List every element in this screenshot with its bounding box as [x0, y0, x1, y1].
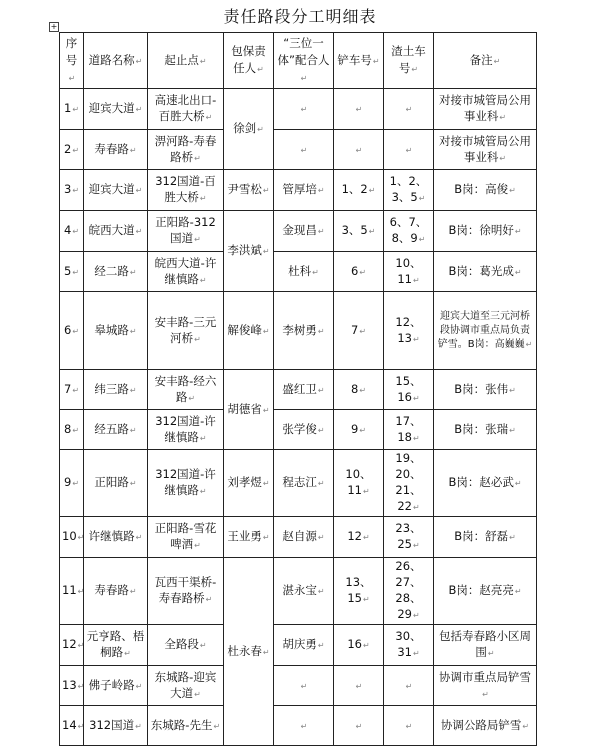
cell-sanwei: 金现昌 ↵ — [274, 211, 334, 252]
cell-truck: 12、13 ↵ — [384, 292, 434, 370]
cell-shovel: 12 ↵ — [334, 517, 384, 558]
cell-range: 东城路-迎宾大道 ↵ — [148, 666, 224, 706]
cell-range: 皖西大道-许继慎路 ↵ — [148, 252, 224, 292]
table-row — [60, 450, 537, 517]
cell-seq: 12 ↵ — [60, 625, 84, 666]
cell-range: 安丰路-三元河桥 ↵ — [148, 292, 224, 370]
cell-truck: 19、20、21、22 ↵ — [384, 450, 434, 517]
cell-shovel: 16 ↵ — [334, 625, 384, 666]
cell-seq: 13 ↵ — [60, 666, 84, 706]
cell-sanwei: 胡庆勇 ↵ — [274, 625, 334, 666]
cell-note: B岗：张伟 ↵ — [434, 370, 537, 410]
cell-note: B岗：赵必武 ↵ — [434, 450, 537, 517]
cell-range: 312国道-许继慎路 ↵ — [148, 410, 224, 450]
cell-bao: 徐剑 ↵ — [224, 89, 274, 170]
cell-truck — [384, 130, 434, 170]
cell-note: B岗：高俊 ↵ — [434, 170, 537, 211]
cell-note: 协调公路局铲雪 ↵ — [434, 706, 537, 746]
table-row — [60, 252, 537, 292]
cell-seq: 7 ↵ — [60, 370, 84, 410]
cell-range: 高速北出口-百胜大桥 ↵ — [148, 89, 224, 130]
cell-sanwei: 张学俊 ↵ — [274, 410, 334, 450]
header-note: 备注 ↵ — [434, 33, 537, 89]
cell-note: 包括寿春路小区周围 ↵ — [434, 625, 537, 666]
cell-sanwei: 杜科 ↵ — [274, 252, 334, 292]
cell-bao: 杜永春 ↵ — [224, 558, 274, 746]
table-row — [60, 625, 537, 666]
cell-truck: 30、31 ↵ — [384, 625, 434, 666]
cell-shovel: 13、15 ↵ — [334, 558, 384, 625]
header-sanwei: “三位一体”配合人 ↵ — [274, 33, 334, 89]
table-row — [60, 706, 537, 746]
table-row — [60, 292, 537, 370]
cell-shovel: 1、2 ↵ — [334, 170, 384, 211]
cell-sanwei — [274, 706, 334, 746]
cell-seq: 3 ↵ — [60, 170, 84, 211]
cell-range: 全路段 ↵ — [148, 625, 224, 666]
cell-bao: 尹雪松 ↵ — [224, 170, 274, 211]
cell-shovel — [334, 130, 384, 170]
cell-seq: 11 ↵ — [60, 558, 84, 625]
table-row — [60, 211, 537, 252]
cell-range: 东城路-先生 ↵ — [148, 706, 224, 746]
cell-shovel — [334, 666, 384, 706]
cell-note: B岗：舒磊 ↵ — [434, 517, 537, 558]
cell-note: B岗：葛光成 ↵ — [434, 252, 537, 292]
cell-note: B岗：徐明好 ↵ — [434, 211, 537, 252]
cell-road: 迎宾大道 ↵ — [84, 89, 148, 130]
cell-note: 对接市城管局公用事业科 ↵ — [434, 130, 537, 170]
cell-range: 正阳路-雪花啤酒 ↵ — [148, 517, 224, 558]
cell-truck: 6、7、8、9 ↵ — [384, 211, 434, 252]
table-row — [60, 370, 537, 410]
cell-road: 纬三路 ↵ — [84, 370, 148, 410]
cell-bao: 刘孝煜 ↵ — [224, 450, 274, 517]
cell-road: 皋城路 ↵ — [84, 292, 148, 370]
cell-range: 312国道-百胜大桥 ↵ — [148, 170, 224, 211]
cell-range: 安丰路-经六路 ↵ — [148, 370, 224, 410]
table-row — [60, 130, 537, 170]
cell-truck: 1、2、3、5 ↵ — [384, 170, 434, 211]
cell-shovel: 9 ↵ — [334, 410, 384, 450]
cell-truck: 17、18 ↵ — [384, 410, 434, 450]
table-row — [60, 666, 537, 706]
cell-range: 瓦西干渠桥-寿春路桥 ↵ — [148, 558, 224, 625]
cell-range: 312国道-许继慎路 ↵ — [148, 450, 224, 517]
cell-sanwei: 管厚培 ↵ — [274, 170, 334, 211]
cell-truck: 10、11 ↵ — [384, 252, 434, 292]
cell-sanwei: 湛永宝 ↵ — [274, 558, 334, 625]
cell-seq: 10 ↵ — [60, 517, 84, 558]
cell-sanwei — [274, 89, 334, 130]
cell-note: 迎宾大道至三元河桥段协调市重点局负责铲雪。B岗：高巍巍 ↵ — [434, 292, 537, 370]
table-move-handle-icon[interactable]: + — [50, 22, 58, 31]
cell-shovel — [334, 706, 384, 746]
table-row — [60, 410, 537, 450]
cell-truck: 15、16 ↵ — [384, 370, 434, 410]
cell-seq: 2 ↵ — [60, 130, 84, 170]
cell-seq: 9 ↵ — [60, 450, 84, 517]
cell-road: 佛子岭路 ↵ — [84, 666, 148, 706]
header-shovel: 铲车号 ↵ — [334, 33, 384, 89]
cell-seq: 1 ↵ — [60, 89, 84, 130]
responsibility-table — [59, 32, 537, 746]
header-road: 道路名称 ↵ — [84, 33, 148, 89]
header-seq: 序号 ↵ — [60, 33, 84, 89]
cell-shovel — [334, 89, 384, 130]
cell-note: B岗：张瑞 ↵ — [434, 410, 537, 450]
cell-road: 312国道 ↵ — [84, 706, 148, 746]
cell-road: 元亨路、梧桐路 ↵ — [84, 625, 148, 666]
cell-sanwei: 盛红卫 ↵ — [274, 370, 334, 410]
table-row — [60, 558, 537, 625]
cell-note: 对接市城管局公用事业科 ↵ — [434, 89, 537, 130]
cell-road: 许继慎路 ↵ — [84, 517, 148, 558]
cell-seq: 8 ↵ — [60, 410, 84, 450]
cell-truck — [384, 89, 434, 130]
cell-seq: 4 ↵ — [60, 211, 84, 252]
table-row — [60, 170, 537, 211]
cell-sanwei — [274, 130, 334, 170]
cell-shovel: 10、11 ↵ — [334, 450, 384, 517]
header-truck: 渣土车号 ↵ — [384, 33, 434, 89]
table-header-row — [60, 33, 537, 89]
cell-road: 正阳路 ↵ — [84, 450, 148, 517]
header-bao: 包保责任人 ↵ — [224, 33, 274, 89]
cell-bao: 胡德省 ↵ — [224, 370, 274, 450]
cell-truck — [384, 706, 434, 746]
cell-seq: 14 ↵ — [60, 706, 84, 746]
cell-bao: 王业勇 ↵ — [224, 517, 274, 558]
cell-truck: 26、27、28、29 ↵ — [384, 558, 434, 625]
cell-road: 皖西大道 ↵ — [84, 211, 148, 252]
cell-note: 协调市重点局铲雪 ↵ — [434, 666, 537, 706]
cell-sanwei — [274, 666, 334, 706]
cell-road: 经二路 ↵ — [84, 252, 148, 292]
cell-bao: 解俊峰 ↵ — [224, 292, 274, 370]
cell-seq: 5 ↵ — [60, 252, 84, 292]
cell-bao: 李洪斌 ↵ — [224, 211, 274, 292]
page-title: 责任路段分工明细表 — [223, 7, 377, 26]
cell-road: 寿春路 ↵ — [84, 130, 148, 170]
cell-shovel: 3、5 ↵ — [334, 211, 384, 252]
cell-truck: 23、25 ↵ — [384, 517, 434, 558]
cell-range: 正阳路-312国道 ↵ — [148, 211, 224, 252]
table-row — [60, 517, 537, 558]
cell-road: 寿春路 ↵ — [84, 558, 148, 625]
cell-shovel: 6 ↵ — [334, 252, 384, 292]
cell-road: 经五路 ↵ — [84, 410, 148, 450]
cell-sanwei: 程志江 ↵ — [274, 450, 334, 517]
cell-shovel: 8 ↵ — [334, 370, 384, 410]
cell-sanwei: 赵自源 ↵ — [274, 517, 334, 558]
cell-shovel: 7 ↵ — [334, 292, 384, 370]
cell-range: 淠河路-寿春路桥 ↵ — [148, 130, 224, 170]
cell-road: 迎宾大道 ↵ — [84, 170, 148, 211]
table-row — [60, 89, 537, 130]
cell-sanwei: 李树勇 ↵ — [274, 292, 334, 370]
cell-note: B岗：赵亮亮 ↵ — [434, 558, 537, 625]
cell-truck — [384, 666, 434, 706]
header-range: 起止点 ↵ — [148, 33, 224, 89]
cell-seq: 6 ↵ — [60, 292, 84, 370]
